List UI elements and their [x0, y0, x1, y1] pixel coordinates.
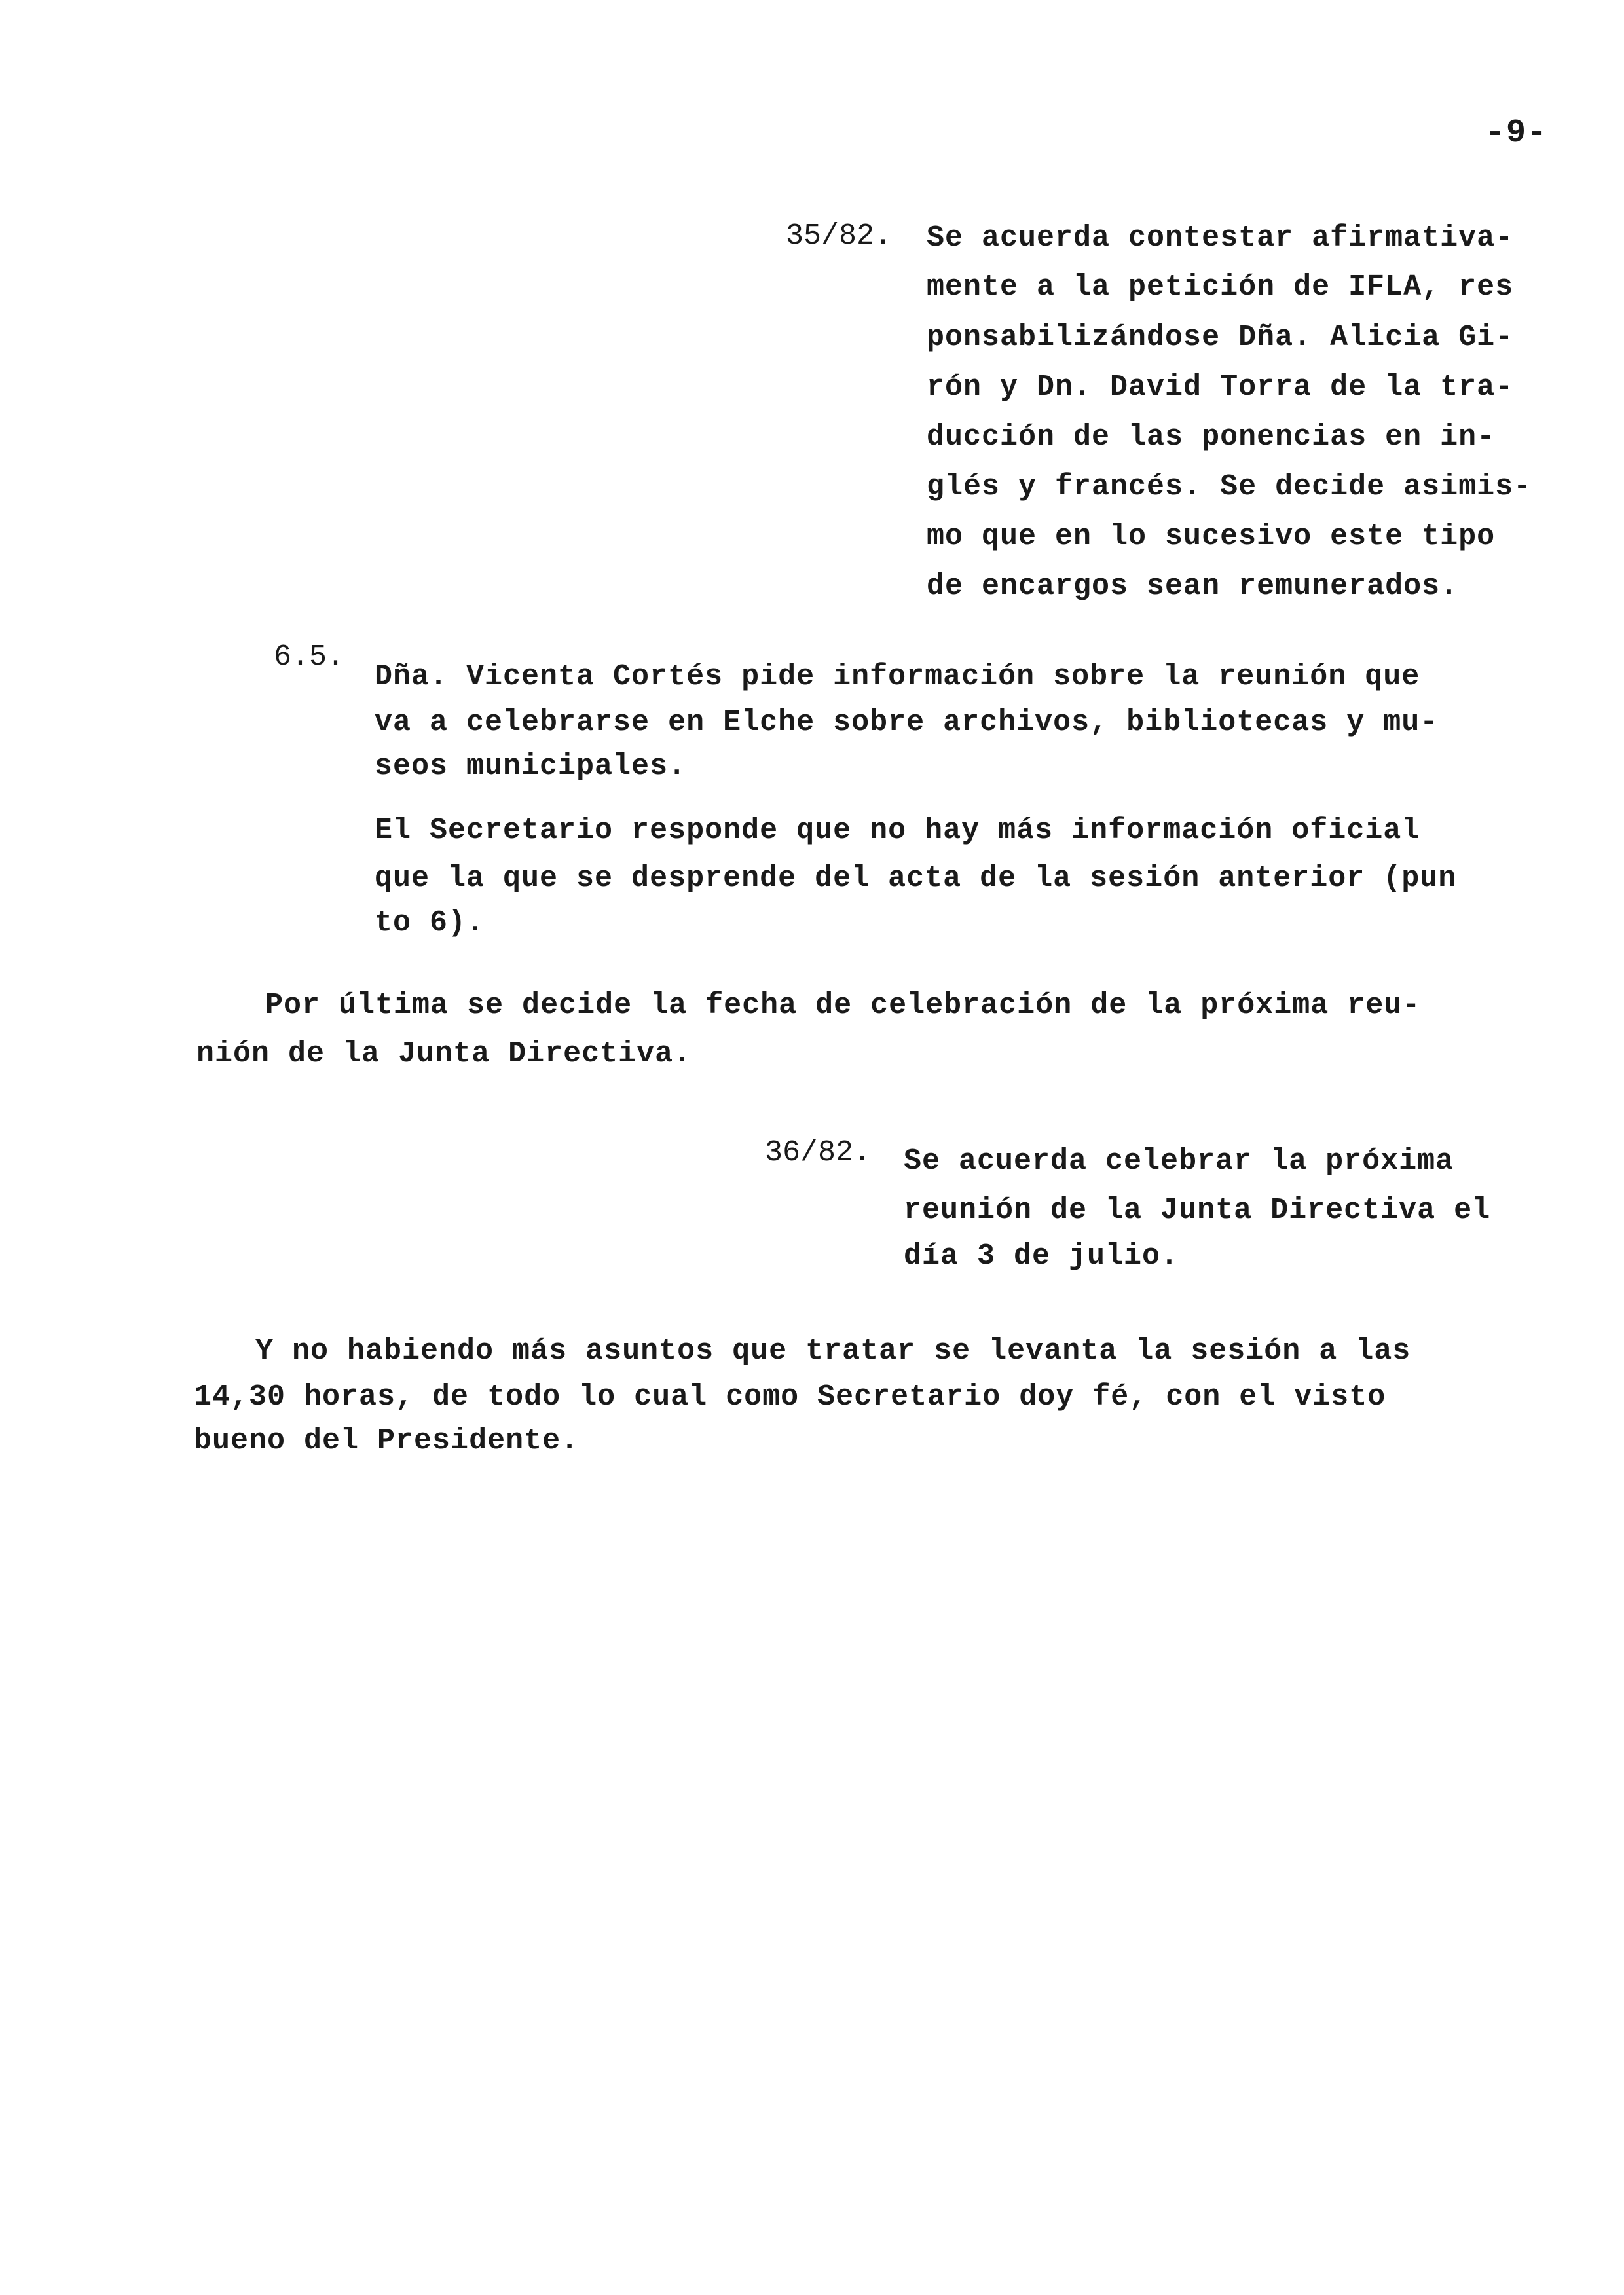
- item-number-6-5: 6.5.: [274, 640, 345, 674]
- resolution-35-line: glés y francés. Se decide asimis-: [927, 470, 1532, 504]
- resolution-36-line: día 3 de julio.: [904, 1239, 1179, 1273]
- item-6-5-line: Dña. Vicenta Cortés pide información sobre la reunión que: [375, 660, 1420, 693]
- page-number: -9-: [1485, 115, 1549, 152]
- item-6-5-line: seos municipales.: [375, 750, 687, 783]
- resolution-35-line: mo que en lo sucesivo este tipo: [927, 520, 1496, 553]
- resolution-36-line: Se acuerda celebrar la próxima: [904, 1145, 1454, 1178]
- resolution-number-36: 36/82.: [765, 1136, 872, 1169]
- resolution-35-line: Se acuerda contestar afirmativa-: [927, 221, 1514, 255]
- closing-paragraph-line: nión de la Junta Directiva.: [196, 1037, 692, 1071]
- resolution-number-35: 35/82.: [786, 219, 893, 253]
- resolution-35-line: rón y Dn. David Torra de la tra-: [927, 371, 1514, 404]
- final-paragraph-line: Y no habiendo más asuntos que tratar se levanta la sesión a las: [255, 1334, 1411, 1368]
- item-6-5-line: va a celebrarse en Elche sobre archivos, bibliotecas y mu-: [375, 706, 1439, 739]
- resolution-35-line: de encargos sean remunerados.: [927, 570, 1459, 603]
- resolution-35-line: ducción de las ponencias en in-: [927, 420, 1496, 454]
- closing-paragraph-line: Por última se decide la fecha de celebración de la próxima reu-: [265, 989, 1421, 1022]
- item-6-5-response-line: El Secretario responde que no hay más información oficial: [375, 814, 1420, 847]
- resolution-35-line: ponsabilizándose Dña. Alicia Gi-: [927, 321, 1514, 354]
- resolution-36-line: reunión de la Junta Directiva el: [904, 1194, 1491, 1227]
- final-paragraph-line: bueno del Presidente.: [194, 1424, 580, 1458]
- item-6-5-response-line: to 6).: [375, 906, 485, 940]
- final-paragraph-line: 14,30 horas, de todo lo cual como Secretario doy fé, con el visto: [194, 1380, 1386, 1414]
- item-6-5-response-line: que la que se desprende del acta de la sesión anterior (pun: [375, 862, 1457, 895]
- resolution-35-line: mente a la petición de IFLA, res: [927, 270, 1514, 304]
